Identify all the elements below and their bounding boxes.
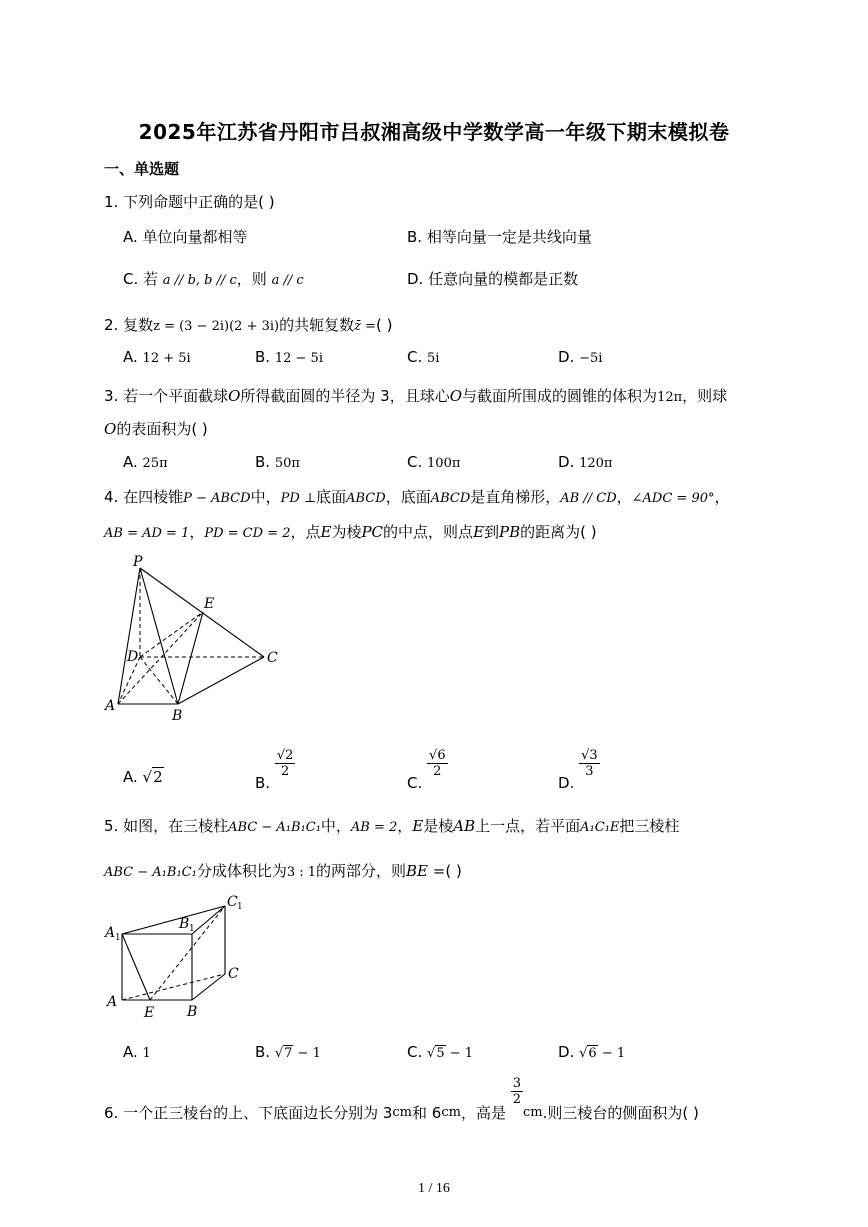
svg-text:1: 1 (189, 924, 195, 934)
q2-math2: z̄ = (354, 319, 376, 334)
question-4-line-1: 4. 在四棱锥P − ABCD中，PD ⊥底面ABCD，底面ABCD是直角梯形，AB // CD，∠ADC = 90°， (104, 488, 730, 506)
q3-option-b: B. 50π (255, 453, 300, 471)
q2-prefix: 2. 复数 (104, 316, 154, 334)
q3-option-c: C. 100π (407, 453, 461, 471)
q2-option-b: B. 12 − 5i (255, 348, 323, 366)
label-A1: A (105, 925, 116, 941)
q2-end: ( ) (376, 316, 393, 334)
q4-option-d: D. $\frac{√3}{3}$ (558, 748, 598, 792)
page-number: 1 / 16 (418, 1181, 450, 1196)
q2-math: z = (3 − 2i)(2 + 3i) (153, 319, 280, 334)
page-title: 2025年江苏省丹阳市吕叔湘高级中学数学高一年级下期末模拟卷 (138, 120, 730, 144)
q2-option-d: D. −5i (558, 348, 603, 366)
prism-figure (100, 890, 260, 1025)
q4-option-b: B. $\frac{√2}{2}$ (255, 748, 294, 792)
question-5-line-2: ABC − A₁B₁C₁分成体积比为3 : 1的两部分，则BE =( ) (104, 862, 462, 880)
pyramid-figure (100, 550, 290, 725)
question-3-line-1: 3. 若一个平面截球O所得截面圆的半径为 3，且球心O与截面所围成的圆锥的体积为12π，则球 (104, 387, 728, 405)
q2-option-c: C. 5i (407, 348, 440, 366)
label-C: C (228, 966, 239, 982)
label-E: E (144, 1005, 155, 1021)
q5-option-b: B. √7 − 1 (255, 1043, 321, 1061)
label-A: A (107, 994, 118, 1010)
question-5-line-1: 5. 如图，在三棱柱ABC − A₁B₁C₁中，AB = 2，E是棱AB上一点，若平面A₁C₁E把三棱柱 (104, 817, 680, 835)
q2-option-a: A. 12 + 5i (123, 348, 191, 366)
q1-option-d: D. 任意向量的模都是正数 (407, 270, 579, 288)
q5-option-c: C. √5 − 1 (407, 1043, 474, 1061)
question-4-line-2: AB = AD = 1，PD = CD = 2，点E为棱PC的中点，则点E到PB的距离为( ) (104, 523, 597, 541)
q2-post: 的共轭复数 (279, 316, 355, 334)
section-heading: 一、单选题 (104, 160, 180, 178)
label-B: B (187, 1004, 198, 1020)
label-E: E (204, 596, 215, 612)
label-P: P (133, 554, 143, 570)
svg-text:1: 1 (237, 902, 243, 912)
label-A: A (105, 698, 116, 714)
label-C: C (267, 650, 278, 666)
q5-option-a: A. 1 (123, 1043, 151, 1061)
q1-option-c (123, 268, 304, 289)
question-3-line-2: O的表面积为( ) (104, 420, 208, 438)
label-B: B (172, 708, 183, 724)
question-1-stem: 1. 下列命题中正确的是( ) (104, 193, 275, 211)
q1-option-c-mid: ，则 (236, 270, 267, 288)
q3-option-a: A. 25π (123, 453, 168, 471)
svg-text:1: 1 (115, 933, 121, 943)
question-2-stem (104, 314, 392, 335)
q1-option-c-prefix: C. 若 (123, 270, 159, 288)
label-D: D (127, 649, 139, 665)
q1-option-c-math2: a // c (271, 273, 304, 288)
q1-option-c-math: a // b, b // c (162, 273, 237, 288)
q3-option-d: D. 120π (558, 453, 613, 471)
q4-option-c: C. $\frac{√6}{2}$ (407, 748, 446, 792)
label-B1: B (179, 916, 190, 932)
label-C1: C (227, 894, 238, 910)
q4-option-a: A. √2 (123, 768, 163, 786)
question-6: 6. 一个正三棱台的上、下底面边长分别为 3cm和 6cm，高是 $\frac{3}{2}$ cm.则三棱台的侧面积为( ) (104, 1076, 699, 1122)
q1-option-a: A. 单位向量都相等 (123, 228, 248, 246)
q1-option-b: B. 相等向量一定是共线向量 (407, 228, 592, 246)
q5-option-d: D. √6 − 1 (558, 1043, 626, 1061)
